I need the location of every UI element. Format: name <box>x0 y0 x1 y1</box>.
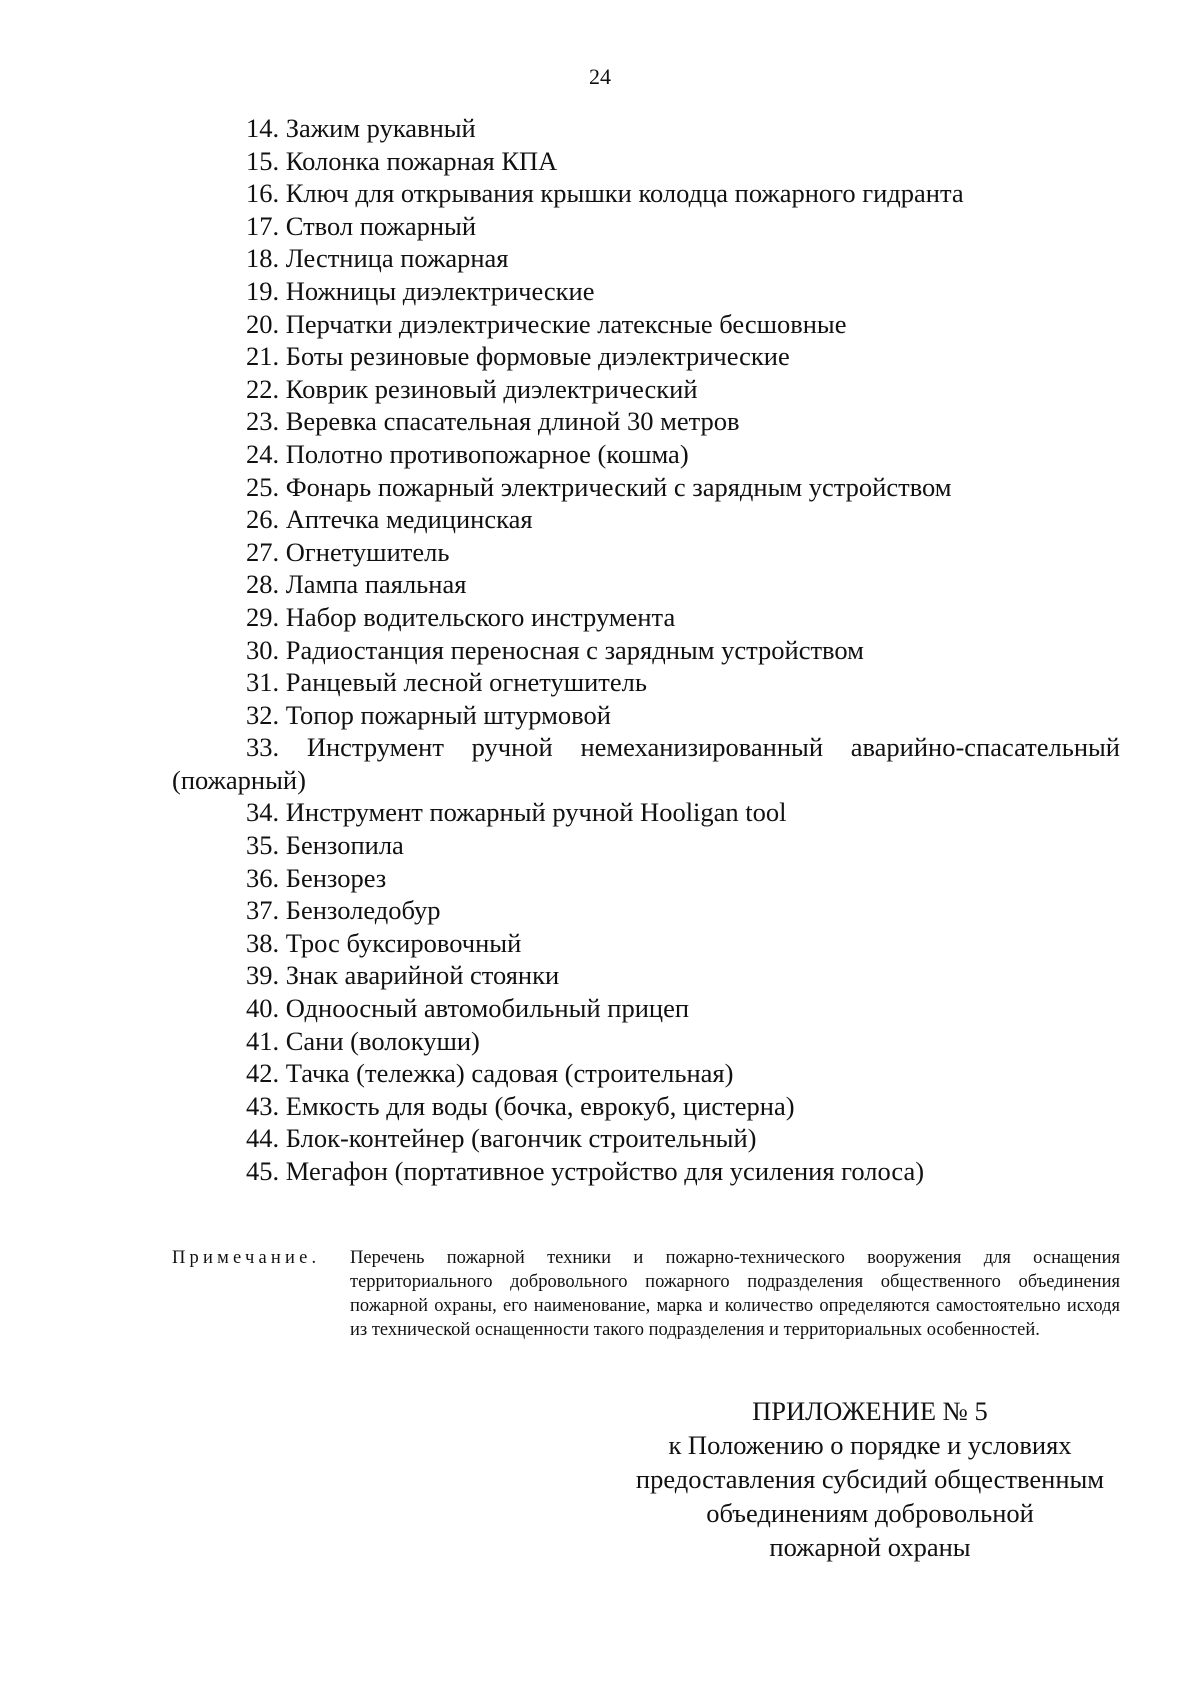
note-text: Перечень пожарной техники и пожарно-технического вооружения для оснащения территориального добровольного пожарного подразделения общественного объединения пожарной охраны, его наименование, марка и количество определяются самостоятельно исходя из технической оснащенности такого подразделения и территориальных особенностей. <box>350 1248 1120 1340</box>
list-item: 29. Набор водительского инструмента <box>246 601 676 632</box>
list-item: 14. Зажим рукавный <box>246 113 476 143</box>
list-item: 40. Одноосный автомобильный прицеп <box>246 993 690 1024</box>
list-item: 21. Боты резиновые формовые диэлектрические <box>246 341 790 372</box>
list-item: 17. Ствол пожарный <box>246 210 476 241</box>
list-item: 45. Мегафон (портативное устройство для усиления голоса) <box>246 1156 925 1186</box>
page-number: 24 <box>589 64 611 89</box>
list-item: 27. Огнетушитель <box>246 536 450 567</box>
list-item: 34. Инструмент пожарный ручной Hooligan tool <box>246 797 787 828</box>
list-item: 26. Аптечка медицинская <box>246 504 533 535</box>
list-item: 22. Коврик резиновый диэлектрический <box>246 373 698 404</box>
appendix-line: пожарной охраны <box>769 1532 971 1562</box>
list-item: 41. Сани (волокуши) <box>246 1025 480 1056</box>
list-item: 33. Инструмент ручной немеханизированный аварийно-спасательный (пожарный) <box>172 732 1120 795</box>
list-item: 32. Топор пожарный штурмовой <box>246 699 611 730</box>
appendix-header <box>600 1394 1140 1564</box>
list-item: 39. Знак аварийной стоянки <box>246 960 560 991</box>
list-item: 28. Лампа паяльная <box>246 569 467 600</box>
list-item: 38. Трос буксировочный <box>246 927 522 958</box>
list-item: 44. Блок-контейнер (вагончик строительный) <box>246 1123 757 1154</box>
list-item: 20. Перчатки диэлектрические латексные бесшовные <box>246 308 847 339</box>
list-item: 36. Бензорез <box>246 862 387 893</box>
list-item: 23. Веревка спасательная длиной 30 метров <box>246 406 740 437</box>
list-item: 35. Бензопила <box>246 830 404 861</box>
list-item: 18. Лестница пожарная <box>246 243 509 274</box>
list-item: 42. Тачка (тележка) садовая (строительная) <box>246 1058 734 1089</box>
list-item: 37. Бензоледобур <box>246 895 441 926</box>
appendix-line: к Положению о порядке и условиях <box>668 1430 1072 1460</box>
note-label: Примечание. <box>172 1248 321 1268</box>
list-item: 15. Колонка пожарная КПА <box>246 145 558 176</box>
appendix-title: ПРИЛОЖЕНИЕ № 5 <box>752 1396 988 1426</box>
list-item: 25. Фонарь пожарный электрический с зарядным устройством <box>246 471 952 502</box>
list-item: 30. Радиостанция переносная с зарядным устройством <box>246 634 864 665</box>
equipment-list <box>172 112 1120 1188</box>
list-item: 43. Емкость для воды (бочка, еврокуб, цистерна) <box>246 1090 795 1121</box>
appendix-line: объединениям добровольной <box>706 1498 1034 1528</box>
list-item: 16. Ключ для открывания крышки колодца пожарного гидранта <box>246 178 964 209</box>
list-item: 31. Ранцевый лесной огнетушитель <box>246 667 647 698</box>
list-item: 24. Полотно противопожарное (кошма) <box>246 438 689 469</box>
list-item: 19. Ножницы диэлектрические <box>246 275 595 306</box>
appendix-line: предоставления субсидий общественным <box>635 1464 1105 1494</box>
note <box>172 1246 1120 1342</box>
